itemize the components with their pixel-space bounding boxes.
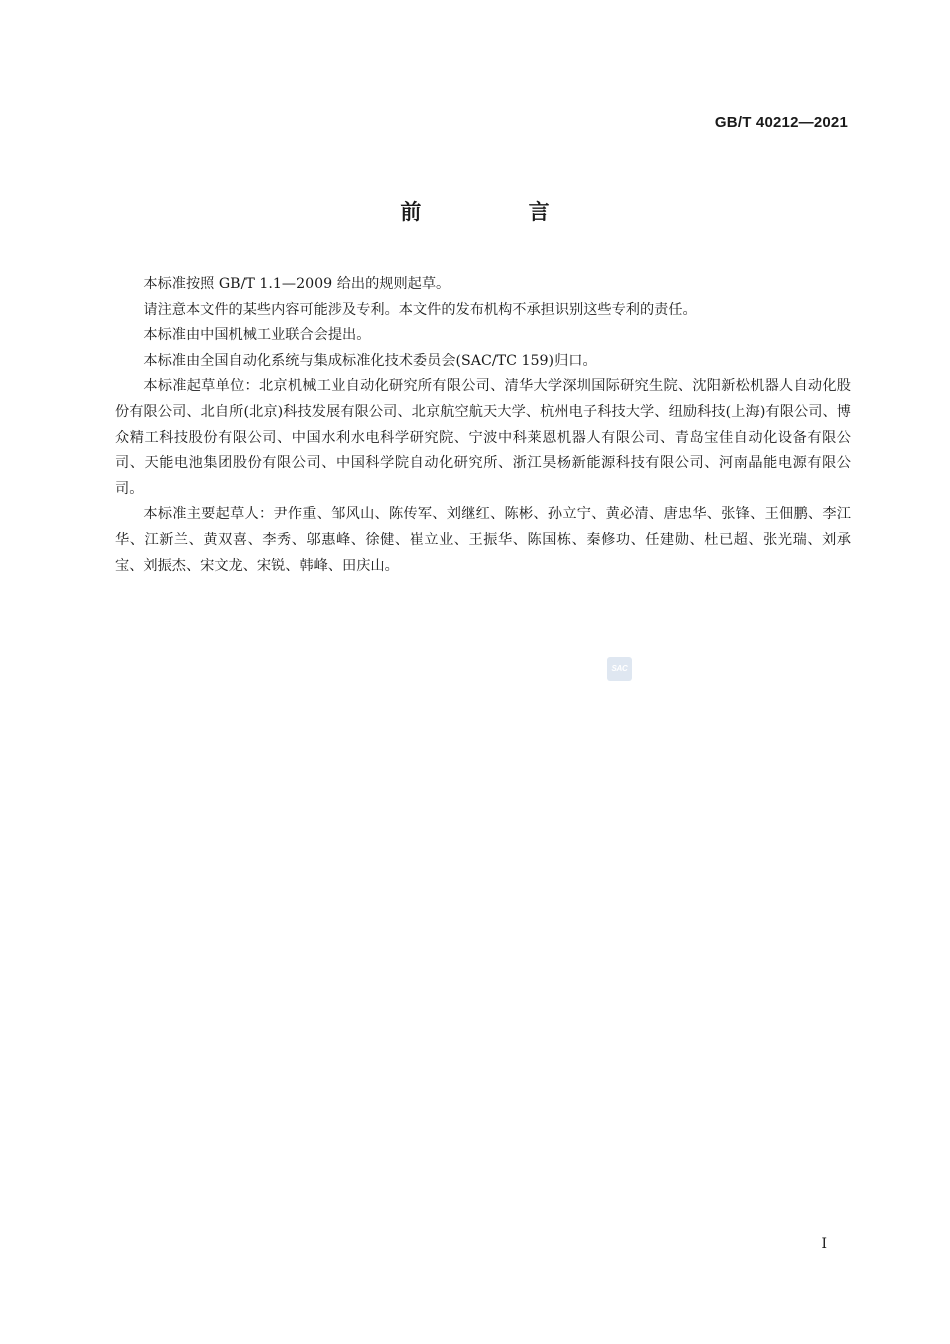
paragraph-committee: 本标准由全国自动化系统与集成标准化技术委员会(SAC/TC 159)归口。 [143,352,597,369]
page-title: 前 言 [400,200,600,224]
body-text [115,272,851,579]
sac-watermark-logo: SAC [607,657,632,681]
page-number: I [821,1236,827,1252]
paragraph-proposer: 本标准由中国机械工业联合会提出。 [143,327,371,344]
paragraph-patent-notice: 请注意本文件的某些内容可能涉及专利。本文件的发布机构不承担识别这些专利的责任。 [143,301,697,318]
paragraph-main-drafters: 本标准主要起草人：尹作重、邹风山、陈传军、刘继红、陈彬、孙立宁、黄必清、唐忠华、张锋、王佃鹏、李江华、江新兰、黄双喜、李秀、邬惠峰、徐健、崔立业、王振华、陈国栋、秦修功、任建勋、杜已超、张光瑞、刘承宝、刘振杰、宋文龙、宋锐、韩峰、田庆山。 [115,506,851,574]
standard-code: GB/T 40212—2021 [714,114,848,131]
paragraph-drafting-rules: 本标准按照 GB/T 1.1—2009 给出的规则起草。 [143,276,451,292]
paragraph-drafting-units: 本标准起草单位：北京机械工业自动化研究所有限公司、清华大学深圳国际研究生院、沈阳新松机器人自动化股份有限公司、北自所(北京)科技发展有限公司、北京航空航天大学、杭州电子科技大学、纽励科技(上海)有限公司、博众精工科技股份有限公司、中国水利水电科学研究院、宁波中科莱恩机器人有限公司、青岛宝佳自动化设备有限公司、天能电池集团股份有限公司、中国科学院自动化研究所、浙江昊杨新能源科技有限公司、河南晶能电源有限公司。 [115,378,851,497]
